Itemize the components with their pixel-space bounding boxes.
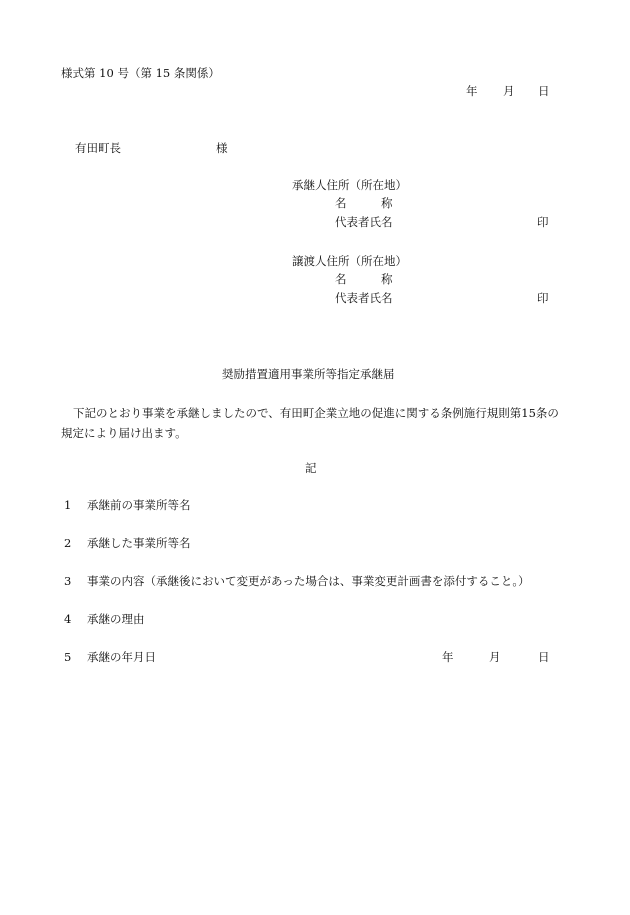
item-number: 2 xyxy=(64,536,72,550)
date-year-label: 年 xyxy=(466,84,478,98)
transferor-name-label: 名 称 xyxy=(335,272,393,286)
item-label-predecessor-office: 承継前の事業所等名 xyxy=(87,498,191,512)
item-number: 5 xyxy=(64,650,72,664)
item-label-successor-office: 承継した事業所等名 xyxy=(87,536,191,550)
item-number: 4 xyxy=(64,612,72,626)
item-number: 1 xyxy=(64,498,72,512)
successor-address-label: 承継人住所（所在地） xyxy=(292,178,407,192)
successor-seal-mark: 印 xyxy=(537,215,549,229)
body-paragraph: 下記のとおり事業を承継しましたので、有田町企業立地の促進に関する条例施行規則第15条の規定により届け出ます。 xyxy=(61,406,559,440)
transferor-rep-label: 代表者氏名 xyxy=(335,291,393,305)
addressee-honorific: 様 xyxy=(216,141,228,155)
item-label-business-content: 事業の内容（承継後において変更があった場合は、事業変更計画書を添付すること。） xyxy=(87,574,530,588)
successor-rep-label: 代表者氏名 xyxy=(335,215,393,229)
ki-heading: 記 xyxy=(305,461,317,475)
item-label-reason: 承継の理由 xyxy=(87,612,145,626)
form-number: 様式第 10 号（第 15 条関係） xyxy=(61,66,220,80)
item5-year-label: 年 xyxy=(442,650,454,664)
item-number: 3 xyxy=(64,574,72,588)
item5-month-label: 月 xyxy=(489,650,501,664)
document-title: 奨励措置適用事業所等指定承継届 xyxy=(222,367,395,381)
date-month-label: 月 xyxy=(503,84,515,98)
addressee-name: 有田町長 xyxy=(75,141,121,155)
transferor-address-label: 譲渡人住所（所在地） xyxy=(292,254,407,268)
item-label-succession-date: 承継の年月日 xyxy=(87,650,156,664)
transferor-seal-mark: 印 xyxy=(537,291,549,305)
item5-day-label: 日 xyxy=(538,650,550,664)
date-day-label: 日 xyxy=(538,84,550,98)
successor-name-label: 名 称 xyxy=(335,196,393,210)
